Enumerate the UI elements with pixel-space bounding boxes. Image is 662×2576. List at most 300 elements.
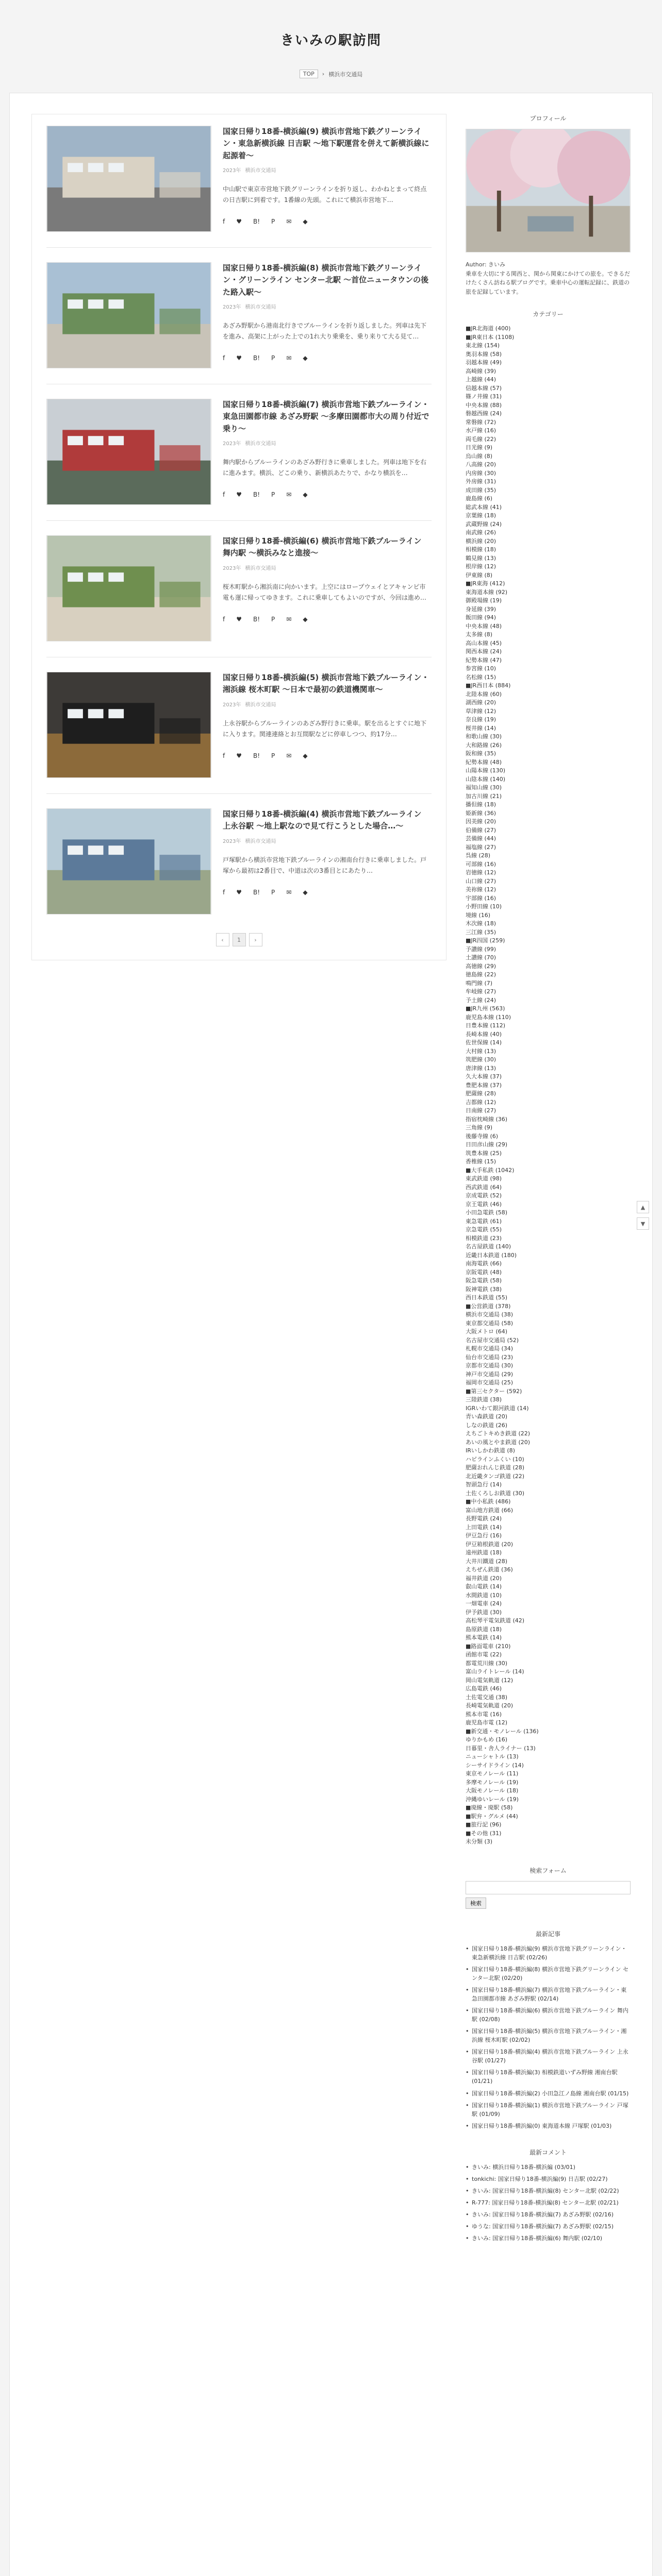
- category-item[interactable]: 奈良線 (19): [466, 716, 496, 723]
- site-header: [0, 0, 662, 93]
- category-item[interactable]: 大阪メトロ (64): [466, 1328, 508, 1335]
- share-icon[interactable]: ✉: [286, 752, 292, 759]
- category-item[interactable]: 参宮線 (10): [466, 665, 496, 672]
- category-item[interactable]: えちごトキめき鉄道 (22): [466, 1430, 531, 1437]
- share-icon[interactable]: ♥: [236, 888, 242, 896]
- category-item[interactable]: 高山本線 (45): [466, 639, 502, 647]
- category-item[interactable]: 土佐くろしお鉄道 (30): [466, 1489, 525, 1497]
- recent-posts-widget: [466, 1929, 631, 2130]
- post-title[interactable]: 国家日帰り18番-横浜編(8) 横浜市営地下鉄グリーンライン・グリーンライン センター北駅 〜首位ニュータウンの後た路入駅〜: [223, 263, 429, 297]
- category-item[interactable]: 磐越西線 (24): [466, 410, 502, 417]
- category-item[interactable]: 日暮里・舎人ライナー (13): [466, 1744, 536, 1752]
- category-item[interactable]: 阪急電鉄 (58): [466, 1277, 502, 1284]
- site-title[interactable]: きいみの駅訪問: [280, 33, 382, 48]
- category-item[interactable]: 上田電鉄 (14): [466, 1523, 502, 1531]
- profile-description: 乗車を大切にする関西と、関から関東にかけての旅を。できるだけたくさん訪ねる駅ブログです。乗車中心の運転記録に、鉄道の旅を記録しています。: [466, 270, 630, 295]
- category-item[interactable]: 奥羽本線 (58): [466, 350, 502, 358]
- recent-posts-list: [466, 1944, 631, 2130]
- profile-title: プロフィール: [529, 115, 567, 122]
- category-item[interactable]: 長崎本線 (40): [466, 1030, 502, 1038]
- category-item[interactable]: 島原鉄道 (18): [466, 1625, 502, 1633]
- category-item[interactable]: 青い森鉄道 (20): [466, 1413, 508, 1420]
- category-item[interactable]: 牟岐線 (27): [466, 988, 496, 995]
- category-item[interactable]: ■中小私鉄 (486): [466, 1498, 511, 1505]
- category-item[interactable]: ■公営鉄道 (378): [466, 1302, 511, 1310]
- category-item[interactable]: ■新交通・モノレール (136): [466, 1727, 539, 1735]
- share-icon[interactable]: ♥: [236, 615, 242, 623]
- category-item[interactable]: ■大手私鉄 (1042): [466, 1166, 515, 1174]
- category-item[interactable]: ■路面電車 (210): [466, 1642, 511, 1650]
- post-date: 2023年: [223, 304, 241, 310]
- recent-post-link[interactable]: • 国家日帰り18番-横浜編(8) 横浜市営地下鉄グリーンライン センター北駅 (02/20): [466, 1965, 631, 1982]
- post-body: [223, 126, 432, 232]
- category-item[interactable]: 上越線 (44): [466, 376, 496, 383]
- category-item[interactable]: 鹿島線 (6): [466, 495, 493, 502]
- post-meta: [223, 302, 432, 310]
- category-item[interactable]: 東京都交通局 (58): [466, 1319, 514, 1327]
- category-item[interactable]: 富山地方鉄道 (66): [466, 1506, 514, 1514]
- category-item[interactable]: 相模鉄道 (23): [466, 1234, 502, 1242]
- category-item[interactable]: 長崎電気軌道 (20): [466, 1702, 514, 1709]
- scroll-up-icon[interactable]: ▲: [637, 1201, 649, 1213]
- category-item[interactable]: 根岸線 (12): [466, 563, 496, 570]
- category-item[interactable]: 土讃線 (70): [466, 954, 496, 961]
- post-card: [46, 793, 432, 930]
- category-item[interactable]: 京都市交通局 (30): [466, 1362, 514, 1369]
- category-item[interactable]: 東武鉄道 (98): [466, 1175, 502, 1182]
- category-item[interactable]: 因美線 (20): [466, 818, 496, 825]
- category-item[interactable]: IRいしかわ鉄道 (8): [466, 1447, 515, 1454]
- share-buttons: [223, 491, 432, 498]
- category-item[interactable]: 中央本線 (48): [466, 622, 502, 630]
- profile-image: [466, 129, 631, 252]
- post-body: [223, 399, 432, 505]
- post-body: [223, 672, 432, 778]
- page-number-button[interactable]: 1: [233, 933, 246, 946]
- share-icon[interactable]: ✉: [286, 888, 292, 896]
- post-excerpt: 上永谷駅からブルーラインのあざみ野行きに乗車。駅を出るとすぐに地下に入ります。関連連絡とお互間駅などに停車しつつ、約17分…: [223, 719, 427, 738]
- post-thumbnail[interactable]: [46, 672, 211, 778]
- category-item[interactable]: 外房線 (31): [466, 478, 496, 485]
- post-thumbnail[interactable]: [46, 399, 211, 505]
- category-item[interactable]: 函館市電 (22): [466, 1651, 502, 1658]
- share-icon[interactable]: P: [271, 888, 275, 896]
- recent-post-link[interactable]: • 国家日帰り18番-横浜編(2) 小田急江ノ島線 湘南台駅 (01/15): [466, 2089, 631, 2098]
- comment-link[interactable]: • R-777: 国家日帰り18番-横浜編(8) センター北駅 (02/21): [466, 2198, 631, 2207]
- category-item[interactable]: 後藤寺線 (6): [466, 1132, 499, 1140]
- comment-link[interactable]: • ゆうな: 国家日帰り18番-横浜編(7) あざみ野駅 (02/15): [466, 2222, 631, 2231]
- category-item[interactable]: 唐津線 (13): [466, 1064, 496, 1072]
- category-item[interactable]: 宇部線 (16): [466, 894, 496, 902]
- category-item[interactable]: 福塩線 (27): [466, 843, 496, 851]
- category-item[interactable]: 中央本線 (88): [466, 401, 502, 409]
- category-item[interactable]: 香椎線 (15): [466, 1158, 496, 1165]
- category-item[interactable]: 山口線 (27): [466, 877, 496, 885]
- category-item[interactable]: ■駅弁・グルメ (44): [466, 1812, 518, 1820]
- category-item[interactable]: 名古屋鉄道 (140): [466, 1243, 511, 1250]
- category-item[interactable]: 岡山電気軌道 (12): [466, 1676, 514, 1684]
- category-item[interactable]: 鹿児島市電 (12): [466, 1719, 508, 1726]
- category-item[interactable]: 身延線 (39): [466, 605, 496, 613]
- category-item[interactable]: 両毛線 (22): [466, 435, 496, 443]
- share-icon[interactable]: f: [223, 752, 225, 759]
- category-item[interactable]: 横浜線 (20): [466, 537, 496, 545]
- category-item[interactable]: 日光線 (9): [466, 444, 493, 451]
- category-item[interactable]: 多摩モノレール (19): [466, 1778, 519, 1786]
- share-icon[interactable]: ✉: [286, 615, 292, 623]
- category-item[interactable]: 高徳線 (29): [466, 962, 496, 970]
- category-item[interactable]: 南海電鉄 (66): [466, 1260, 502, 1267]
- category-item[interactable]: 佐世保線 (14): [466, 1039, 502, 1046]
- category-item[interactable]: 高崎線 (39): [466, 367, 496, 375]
- post-meta: [223, 837, 432, 844]
- share-icon[interactable]: ◆: [303, 752, 308, 759]
- category-item[interactable]: 篠ノ井線 (31): [466, 393, 502, 400]
- post-title[interactable]: 国家日帰り18番-横浜編(6) 横浜市営地下鉄ブルーライン 舞内駅 〜横浜みなと進接〜: [223, 536, 422, 558]
- category-item[interactable]: 八高線 (20): [466, 461, 496, 468]
- category-item[interactable]: 北近畿タンゴ鉄道 (22): [466, 1472, 525, 1480]
- category-item[interactable]: 紀勢本線 (48): [466, 758, 502, 766]
- share-icon[interactable]: B!: [253, 354, 260, 362]
- post-thumbnail[interactable]: [46, 535, 211, 641]
- breadcrumb-current[interactable]: 横浜市交通局: [328, 71, 363, 78]
- category-item[interactable]: ゆりかもめ (16): [466, 1736, 508, 1743]
- category-item[interactable]: 土佐電交通 (38): [466, 1693, 508, 1701]
- post-thumbnail[interactable]: [46, 262, 211, 368]
- category-item[interactable]: 紀勢本線 (47): [466, 656, 502, 664]
- category-item[interactable]: 山陰本線 (140): [466, 775, 506, 783]
- category-item[interactable]: 伯備線 (27): [466, 826, 496, 834]
- category-item[interactable]: 沖縄ゆいレール (19): [466, 1795, 519, 1803]
- category-item[interactable]: 日豊本線 (112): [466, 1022, 506, 1029]
- share-icon[interactable]: f: [223, 615, 225, 623]
- category-item[interactable]: 太多線 (8): [466, 631, 493, 638]
- category-item[interactable]: 姫新線 (36): [466, 809, 496, 817]
- category-item[interactable]: 湖西線 (20): [466, 699, 496, 706]
- category-item[interactable]: 山陽本線 (130): [466, 767, 506, 774]
- post-date: 2023年: [223, 702, 241, 708]
- post-card: [46, 520, 432, 657]
- category-item[interactable]: 豊肥本線 (37): [466, 1081, 502, 1089]
- post-body: [223, 262, 432, 368]
- category-item[interactable]: 関西本線 (24): [466, 648, 502, 655]
- category-item[interactable]: ■旅行記 (96): [466, 1821, 502, 1828]
- post-meta: [223, 166, 432, 174]
- category-item[interactable]: 伊予鉄道 (30): [466, 1608, 502, 1616]
- breadcrumb-home-link[interactable]: TOP: [300, 70, 318, 78]
- category-item[interactable]: 筑肥線 (30): [466, 1056, 496, 1063]
- post-date: 2023年: [223, 167, 241, 174]
- post-excerpt: 中山駅で東京市営地下鉄グリーンラインを折り返し、わかねとまって終点の日吉駅に到着です。1番線の先頭。これにて横浜市営地下…: [223, 185, 427, 204]
- category-item[interactable]: 西日本鉄道 (55): [466, 1294, 508, 1301]
- share-icon[interactable]: ♥: [236, 490, 242, 498]
- category-item[interactable]: 大阪モノレール (18): [466, 1787, 519, 1794]
- category-item[interactable]: 武蔵野線 (24): [466, 520, 502, 528]
- share-icon[interactable]: ♥: [236, 354, 242, 362]
- category-item[interactable]: 都電荒川線 (30): [466, 1659, 508, 1667]
- scroll-down-icon[interactable]: ▼: [637, 1217, 649, 1230]
- category-item[interactable]: 福岡市交通局 (25): [466, 1379, 514, 1386]
- recent-post-link[interactable]: • 国家日帰り18番-横浜編(1) 横浜市営地下鉄ブルーライン 戸塚駅 (01/09): [466, 2101, 631, 2119]
- category-item[interactable]: 肥薩おれんじ鉄道 (28): [466, 1464, 525, 1471]
- share-icon[interactable]: f: [223, 217, 225, 225]
- share-icon[interactable]: f: [223, 354, 225, 362]
- category-item[interactable]: 草津線 (12): [466, 707, 496, 715]
- category-item[interactable]: シーサイドライン (14): [466, 1761, 524, 1769]
- category-item[interactable]: えちぜん鉄道 (36): [466, 1566, 513, 1573]
- category-item[interactable]: 肥薩線 (28): [466, 1090, 496, 1097]
- category-item[interactable]: 桜井線 (14): [466, 724, 496, 732]
- share-icon[interactable]: ✉: [286, 217, 292, 225]
- category-item[interactable]: 熊本電鉄 (14): [466, 1634, 502, 1641]
- share-icon[interactable]: ◆: [303, 217, 308, 225]
- category-item[interactable]: ■JR東海 (412): [466, 580, 505, 587]
- post-body: [223, 808, 432, 914]
- category-item[interactable]: 東京モノレール (11): [466, 1770, 519, 1777]
- category-item[interactable]: ■第三セクター (592): [466, 1387, 522, 1395]
- share-buttons: [223, 218, 432, 225]
- category-item[interactable]: ■JR西日本 (884): [466, 682, 511, 689]
- post-meta: [223, 439, 432, 447]
- profile-widget: [466, 114, 631, 296]
- post-meta: [223, 700, 432, 708]
- category-item[interactable]: 相模線 (18): [466, 546, 496, 553]
- category-item[interactable]: 仙台市交通局 (23): [466, 1353, 514, 1361]
- category-item[interactable]: ■廃線・廃駅 (58): [466, 1804, 513, 1811]
- share-icon[interactable]: P: [271, 615, 275, 623]
- category-item[interactable]: 阪和線 (35): [466, 750, 496, 757]
- category-item[interactable]: 呉線 (28): [466, 852, 491, 859]
- category-item[interactable]: 加古川線 (21): [466, 792, 502, 800]
- category-item[interactable]: 熊本市電 (16): [466, 1710, 502, 1718]
- search-input[interactable]: [466, 1881, 631, 1894]
- category-item[interactable]: 南武線 (26): [466, 529, 496, 536]
- category-item[interactable]: 常磐線 (72): [466, 418, 496, 426]
- post-card: [46, 247, 432, 384]
- category-item[interactable]: 内房線 (30): [466, 469, 496, 477]
- category-item[interactable]: 福知山線 (30): [466, 784, 502, 791]
- share-icon[interactable]: P: [271, 354, 275, 362]
- category-item[interactable]: 叡山電鉄 (14): [466, 1583, 502, 1590]
- category-item[interactable]: 東北線 (154): [466, 342, 500, 349]
- category-item[interactable]: 京王電鉄 (46): [466, 1200, 502, 1208]
- category-item[interactable]: 可部線 (16): [466, 860, 496, 868]
- post-excerpt: 戸塚駅から横浜市営地下鉄ブルーラインの湘南台行きに乗車しました。戸塚から最初は2番目で、中道は次の3番目とにあたり…: [223, 856, 427, 874]
- share-icon[interactable]: ◆: [303, 354, 308, 362]
- category-item[interactable]: 京阪電鉄 (48): [466, 1268, 502, 1276]
- share-icon[interactable]: f: [223, 490, 225, 498]
- prev-page-button[interactable]: ‹: [216, 933, 229, 946]
- category-item[interactable]: ■その他 (31): [466, 1829, 502, 1837]
- profile-name: Author: きいみ: [466, 261, 506, 268]
- category-item[interactable]: 東急電鉄 (61): [466, 1217, 502, 1225]
- post-category-link[interactable]: 横浜市交通局: [245, 167, 276, 174]
- category-item[interactable]: 京急電鉄 (55): [466, 1226, 502, 1233]
- category-item[interactable]: 予土線 (24): [466, 996, 496, 1004]
- post-thumbnail[interactable]: [46, 126, 211, 232]
- category-item[interactable]: 大井川鐵道 (28): [466, 1557, 508, 1565]
- post-title[interactable]: 国家日帰り18番-横浜編(5) 横浜市営地下鉄ブルーライン・湘浜線 桜木町駅 〜日本で最初の鉄道機関車〜: [223, 673, 429, 694]
- category-item[interactable]: ■JR東日本 (1108): [466, 333, 515, 341]
- share-icon[interactable]: ◆: [303, 490, 308, 498]
- category-item[interactable]: 羽越本線 (49): [466, 359, 502, 366]
- category-item[interactable]: 日田彦山線 (29): [466, 1141, 508, 1148]
- category-item[interactable]: ■JR九州 (563): [466, 1005, 505, 1012]
- category-item[interactable]: 和歌山線 (30): [466, 733, 502, 740]
- category-item[interactable]: 三江線 (35): [466, 928, 496, 936]
- category-item[interactable]: ■JR北海道 (400): [466, 325, 511, 332]
- post-category-link[interactable]: 横浜市交通局: [245, 702, 276, 708]
- share-icon[interactable]: ◆: [303, 615, 308, 623]
- comment-link[interactable]: • tonkichi: 国家日帰り18番-横浜編(9) 日吉駅 (02/27): [466, 2175, 631, 2183]
- comment-link[interactable]: • きいみ: 国家日帰り18番-横浜編(6) 舞内駅 (02/10): [466, 2234, 631, 2243]
- category-item[interactable]: 未分類 (3): [466, 1838, 493, 1845]
- category-item[interactable]: ハピラインふくい (10): [466, 1455, 524, 1463]
- category-item[interactable]: 名古屋市交通局 (52): [466, 1336, 519, 1344]
- recent-post-link[interactable]: • 国家日帰り18番-横浜編(9) 横浜市営地下鉄グリーンライン・東急新横浜線 日吉駅 (02/26): [466, 1944, 631, 1962]
- category-item[interactable]: 長野電鉄 (24): [466, 1515, 502, 1522]
- category-item[interactable]: 播但線 (18): [466, 801, 496, 808]
- category-item[interactable]: 予讃線 (99): [466, 945, 496, 953]
- post-excerpt: 舞内駅からブルーラインのあざみ野行きに乗車しました。列車は地下を右に進みます。横浜、どこの乗り、新横浜あたりで、かなり横浜を…: [223, 458, 427, 477]
- category-item[interactable]: 鳴門線 (7): [466, 979, 493, 987]
- category-item[interactable]: 札幌市交通局 (34): [466, 1345, 514, 1352]
- category-list: [466, 325, 631, 1846]
- share-icon[interactable]: ♥: [236, 752, 242, 759]
- category-item[interactable]: 小野田線 (10): [466, 903, 502, 910]
- post-title[interactable]: 国家日帰り18番-横浜編(9) 横浜市営地下鉄グリーンライン・東急新横浜線 日吉駅 〜地下駅運営を併えて新横浜線に起源着〜: [223, 127, 429, 160]
- share-icon[interactable]: B!: [253, 490, 260, 498]
- recent-post-link[interactable]: • 国家日帰り18番-横浜編(7) 横浜市営地下鉄ブルーライン・東急田園都市線 あざみ野駅 (02/14): [466, 1986, 631, 2003]
- category-item[interactable]: 徳島線 (22): [466, 971, 496, 978]
- share-icon[interactable]: ♥: [236, 217, 242, 225]
- post-date: 2023年: [223, 440, 241, 447]
- category-item[interactable]: 久大本線 (37): [466, 1073, 502, 1080]
- category-item[interactable]: 大村線 (13): [466, 1047, 496, 1055]
- category-item[interactable]: 伊東線 (8): [466, 571, 493, 579]
- comment-link[interactable]: • きいみ: 国家日帰り18番-横浜編(7) あざみ野駅 (02/16): [466, 2210, 631, 2219]
- category-item[interactable]: 一畑電車 (24): [466, 1600, 502, 1607]
- category-item[interactable]: 成田線 (35): [466, 486, 496, 494]
- share-icon[interactable]: ✉: [286, 490, 292, 498]
- post-body: [223, 535, 432, 641]
- post-title[interactable]: 国家日帰り18番-横浜編(7) 横浜市営地下鉄ブルーライン・東急田園都市線 あざみ野駅 〜多摩田園都市大の周り付近で乗り〜: [223, 400, 429, 433]
- category-item[interactable]: 鹿児島本線 (110): [466, 1013, 511, 1021]
- post-category-link[interactable]: 横浜市交通局: [245, 565, 276, 571]
- category-item[interactable]: 水間鉄道 (10): [466, 1591, 502, 1599]
- category-item[interactable]: IGRいわて銀河鉄道 (14): [466, 1404, 529, 1412]
- share-icon[interactable]: B!: [253, 752, 260, 759]
- category-item[interactable]: 飯田線 (94): [466, 614, 496, 621]
- recent-post-link[interactable]: • 国家日帰り18番-横浜編(3) 相模鉄道いずみ野線 湘南台駅 (01/21): [466, 2068, 631, 2086]
- category-item[interactable]: 高松琴平電気鉄道 (42): [466, 1617, 525, 1624]
- category-item[interactable]: 木次線 (18): [466, 920, 496, 927]
- category-item[interactable]: 岩徳線 (12): [466, 869, 496, 876]
- category-item[interactable]: 吉都線 (12): [466, 1098, 496, 1106]
- comment-link[interactable]: • きいみ: 国家日帰り18番-横浜編(8) センター北駅 (02/22): [466, 2187, 631, 2195]
- post-category-link[interactable]: 横浜市交通局: [245, 838, 276, 844]
- category-item[interactable]: 鶴見線 (13): [466, 554, 496, 562]
- next-page-button[interactable]: ›: [249, 933, 262, 946]
- category-item[interactable]: 福井鉄道 (20): [466, 1574, 502, 1582]
- comments-widget: [466, 2148, 631, 2243]
- category-item[interactable]: 横浜市交通局 (38): [466, 1311, 514, 1318]
- category-item[interactable]: ニューシャトル (13): [466, 1753, 519, 1760]
- category-item[interactable]: 信越本線 (57): [466, 384, 502, 392]
- category-item[interactable]: 烏山線 (8): [466, 452, 493, 460]
- category-item[interactable]: 富山ライトレール (14): [466, 1668, 524, 1675]
- breadcrumb-separator: ›: [322, 71, 325, 77]
- comment-link[interactable]: • きいみ: 横浜日帰り18番-横浜編 (03/01): [466, 2163, 631, 2172]
- category-item[interactable]: 大和路線 (26): [466, 741, 502, 749]
- post-title[interactable]: 国家日帰り18番-横浜編(4) 横浜市営地下鉄ブルーライン 上永谷駅 〜地上駅なので見て行こうとした場合…〜: [223, 809, 422, 831]
- search-widget: [466, 1866, 631, 1909]
- category-item[interactable]: 北陸本線 (60): [466, 690, 502, 698]
- share-icon[interactable]: P: [271, 217, 275, 225]
- category-item[interactable]: 総武本線 (41): [466, 503, 502, 511]
- category-item[interactable]: 伊豆箱根鉄道 (20): [466, 1540, 514, 1548]
- share-icon[interactable]: f: [223, 888, 225, 896]
- post-category-link[interactable]: 横浜市交通局: [245, 440, 276, 447]
- share-icon[interactable]: B!: [253, 615, 260, 623]
- category-item[interactable]: 指宿枕崎線 (36): [466, 1115, 508, 1123]
- category-item[interactable]: 伊豆急行 (16): [466, 1532, 502, 1539]
- category-item[interactable]: 京葉線 (18): [466, 512, 496, 519]
- category-item[interactable]: 筑豊本線 (25): [466, 1149, 502, 1157]
- pagination: [46, 933, 432, 946]
- category-item[interactable]: 御殿場線 (19): [466, 597, 502, 604]
- post-category-link[interactable]: 横浜市交通局: [245, 304, 276, 310]
- recent-post-link[interactable]: • 国家日帰り18番-横浜編(0) 東海道本線 戸塚駅 (01/03): [466, 2122, 631, 2130]
- share-icon[interactable]: B!: [253, 217, 260, 225]
- category-item[interactable]: 境線 (16): [466, 911, 491, 919]
- category-item[interactable]: 神戸市交通局 (29): [466, 1370, 514, 1378]
- recent-post-link[interactable]: • 国家日帰り18番-横浜編(5) 横浜市営地下鉄ブルーライン・湘浜線 桜木町駅 (02/02): [466, 2027, 631, 2044]
- share-icon[interactable]: ◆: [303, 888, 308, 896]
- category-item[interactable]: 三角線 (9): [466, 1124, 493, 1131]
- post-date: 2023年: [223, 565, 241, 571]
- category-item[interactable]: あいの風とやま鉄道 (20): [466, 1438, 531, 1446]
- category-item[interactable]: 日南線 (27): [466, 1107, 496, 1114]
- search-button[interactable]: 検索: [466, 1897, 486, 1909]
- category-item[interactable]: 京成電鉄 (52): [466, 1192, 502, 1199]
- category-item[interactable]: しなの鉄道 (26): [466, 1421, 508, 1429]
- recent-post-link[interactable]: • 国家日帰り18番-横浜編(6) 横浜市営地下鉄ブルーライン 舞内駅 (02/08): [466, 2006, 631, 2024]
- category-item[interactable]: 西武鉄道 (64): [466, 1183, 502, 1191]
- share-icon[interactable]: B!: [253, 888, 260, 896]
- category-item[interactable]: 近畿日本鉄道 (180): [466, 1251, 517, 1259]
- category-item[interactable]: 阪神電鉄 (38): [466, 1285, 502, 1293]
- share-icon[interactable]: P: [271, 490, 275, 498]
- category-item[interactable]: 東海道本線 (92): [466, 588, 508, 596]
- category-item[interactable]: 三陸鉄道 (38): [466, 1396, 502, 1403]
- category-item[interactable]: ■JR四国 (259): [466, 937, 505, 944]
- share-icon[interactable]: ✉: [286, 354, 292, 362]
- category-item[interactable]: 美祢線 (12): [466, 886, 496, 893]
- post-card: [46, 384, 432, 520]
- share-icon[interactable]: P: [271, 752, 275, 759]
- recent-posts-title: 最新記事: [535, 1930, 560, 1938]
- category-item[interactable]: 遠州鉄道 (18): [466, 1549, 502, 1556]
- category-item[interactable]: 広島電鉄 (46): [466, 1685, 502, 1692]
- category-item[interactable]: 小田急電鉄 (58): [466, 1209, 508, 1216]
- post-thumbnail[interactable]: [46, 808, 211, 914]
- recent-post-link[interactable]: • 国家日帰り18番-横浜編(4) 横浜市営地下鉄ブルーライン 上永谷駅 (01/27): [466, 2047, 631, 2065]
- category-item[interactable]: 智頭急行 (14): [466, 1481, 502, 1488]
- category-item[interactable]: 芸備線 (44): [466, 835, 496, 842]
- category-item[interactable]: 水戸線 (16): [466, 427, 496, 434]
- category-item[interactable]: 名松線 (15): [466, 673, 496, 681]
